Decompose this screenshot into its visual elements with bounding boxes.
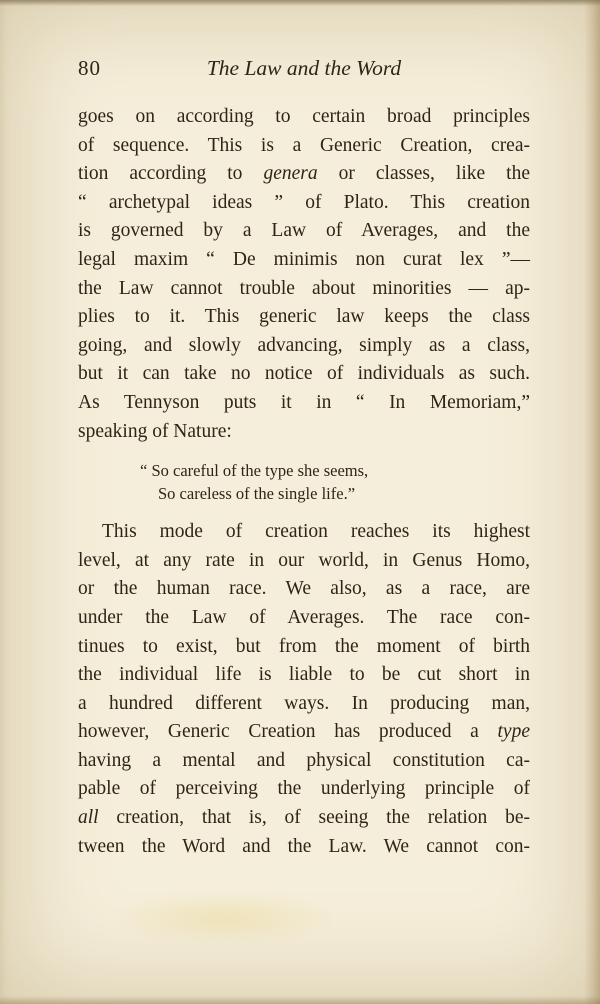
text-line	[78, 389, 530, 418]
text-line	[78, 718, 530, 747]
paper-stain	[110, 891, 340, 946]
text-segment: goes on according to certain broad principles	[78, 106, 530, 127]
paragraph-2	[78, 518, 530, 861]
text-segment: speaking of Nature:	[78, 420, 232, 442]
text-segment: going, and slowly advancing, simply as a class,	[78, 334, 530, 356]
text-line	[78, 103, 530, 132]
text-line	[140, 482, 530, 505]
text-segment: a hundred different ways. In producing man,	[78, 692, 530, 714]
text-segment: or classes, like the	[317, 163, 530, 185]
text-segment: the Law cannot trouble about minorities — ap-	[78, 277, 530, 299]
book-title: The Law and the Word	[206, 56, 402, 80]
page-header	[78, 56, 530, 81]
text-line	[78, 132, 530, 161]
text-segment: As Tennyson puts it in “ In Memoriam,”	[78, 391, 530, 413]
text-line	[78, 633, 530, 662]
text-line	[78, 418, 530, 447]
text-segment: legal maxim “ De minimis non curat lex ”—	[78, 248, 530, 270]
text-line	[78, 833, 530, 862]
text-line	[78, 360, 530, 389]
text-segment: tinues to exist, but from the moment of birth	[78, 635, 530, 657]
text-segment: but it can take no notice of individuals as such.	[78, 363, 530, 385]
paragraph-1	[78, 103, 530, 446]
italic-text-segment: type	[497, 721, 530, 743]
page-body	[78, 103, 530, 861]
text-segment: pable of perceiving the underlying principle of	[78, 778, 530, 800]
text-segment: creation, that is, of seeing the relation be-	[98, 807, 530, 829]
text-segment: under the Law of Averages. The race con-	[78, 606, 530, 628]
text-line	[78, 575, 530, 604]
text-segment: the individual life is liable to be cut short in	[78, 664, 530, 686]
text-segment: is governed by a Law of Averages, and the	[78, 220, 530, 242]
text-line	[78, 690, 530, 719]
text-line	[78, 547, 530, 576]
text-line	[78, 217, 530, 246]
text-line	[78, 189, 530, 218]
italic-text-segment: genera	[263, 163, 318, 185]
page-edge-top	[0, 0, 600, 6]
text-segment: of sequence. This is a Generic Creation, crea-	[78, 134, 530, 156]
page-edge-bottom	[0, 996, 600, 1004]
text-line	[140, 459, 530, 482]
italic-text-segment: all	[78, 807, 99, 829]
text-line	[78, 303, 530, 332]
text-segment: level, at any rate in our world, in Genus Homo,	[78, 549, 530, 571]
text-segment: tion according to	[78, 163, 264, 185]
text-line	[78, 246, 530, 275]
page-number: 80	[78, 56, 101, 80]
text-line	[78, 275, 530, 304]
text-segment: or the human race. We also, as a race, are	[78, 578, 530, 600]
text-segment: tween the Word and the Law. We cannot con-	[78, 835, 530, 857]
text-segment: “ So careful of the type she seems,	[140, 461, 369, 481]
text-segment: plies to it. This generic law keeps the class	[78, 306, 530, 328]
text-segment: however, Generic Creation has produced a	[78, 721, 498, 743]
text-line	[78, 804, 530, 833]
text-segment: This mode of creation reaches its highest	[102, 521, 530, 543]
text-segment: “ archetypal ideas ” of Plato. This creation	[78, 191, 530, 213]
text-line	[78, 604, 530, 633]
text-segment: having a mental and physical constitution ca-	[78, 749, 530, 771]
text-line	[78, 332, 530, 361]
text-line	[78, 518, 530, 547]
text-segment: So careless of the single life.”	[158, 484, 356, 504]
verse-quote	[140, 459, 530, 505]
text-line	[78, 160, 530, 189]
page-edge-right	[584, 0, 600, 1004]
text-line	[78, 661, 530, 690]
text-line	[78, 775, 530, 804]
text-line	[78, 747, 530, 776]
